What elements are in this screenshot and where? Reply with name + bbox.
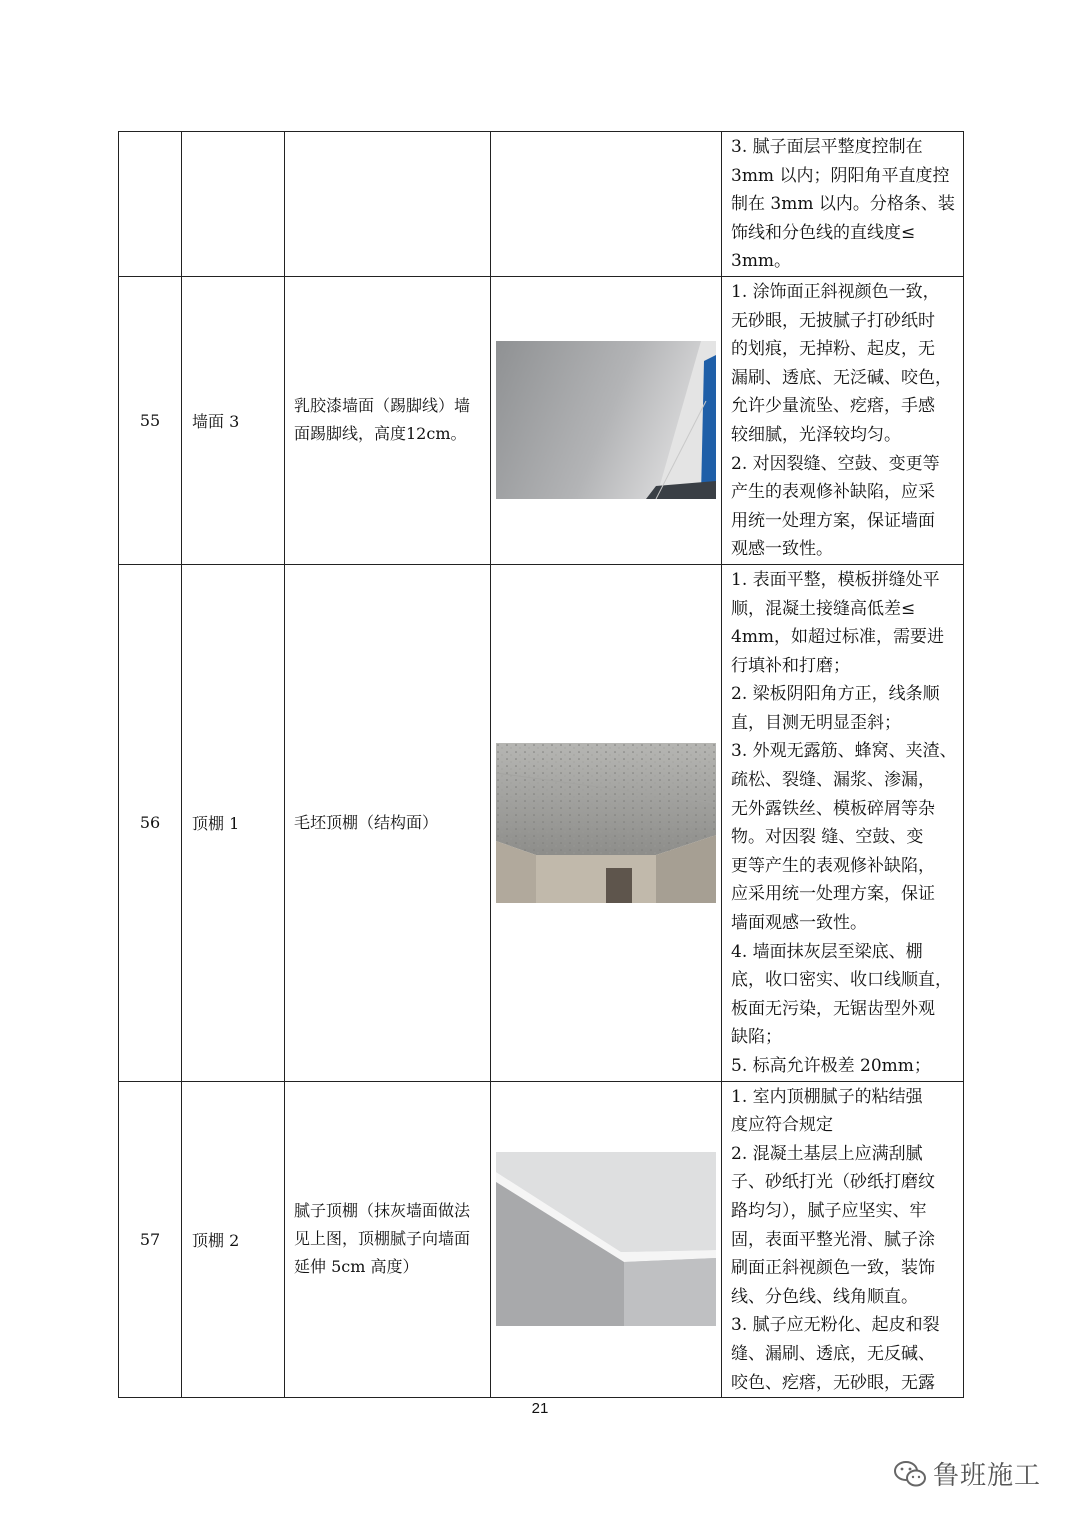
requirement-line: 4mm，如超过标准，需要进 [731,627,945,648]
requirement-line: 无砂眼，无披腻子打砂纸时 [731,310,935,331]
requirement-line: 板面无污染，无锯齿型外观 [731,998,935,1019]
page-number: 21 [531,1400,549,1417]
requirement-line: 缺陷； [731,1027,782,1048]
requirement-line: 应采用统一处理方案，保证 [731,884,935,905]
row-requirements [722,1081,964,1398]
requirement-line: 线、分色线、线角顺直。 [731,1286,918,1307]
row-name: 墙面 3 [182,276,285,564]
requirement-line: 的划痕，无掉粉、起皮，无 [731,339,935,360]
row-name [182,132,285,277]
requirement-line: 3mm。 [731,251,792,272]
requirement-line: 产生的表观修补缺陷，应采 [731,482,935,503]
requirement-line: 2. 对因裂缝、空鼓、变更等 [731,453,940,474]
watermark [893,1455,1041,1492]
requirement-line: 较细腻，光泽较均匀。 [731,424,901,445]
requirement-line: 底，收口密实、收口线顺直， [731,970,952,991]
requirement-line: 2. 梁板阴阳角方正，线条顺 [731,684,940,705]
row-photo [491,1081,722,1398]
latex-paint-wall-photo [496,341,716,499]
row-number: 55 [119,276,182,564]
watermark-text: 鲁班施工 [933,1461,1042,1491]
requirement-line: 疏松、裂缝、漏浆、渗漏， [731,770,935,791]
requirement-line: 2. 混凝土基层上应满刮腻 [731,1143,923,1164]
requirement-line: 饰线和分色线的直线度≤ [731,222,916,243]
requirement-line: 漏刷、透底、无泛碱、咬色， [731,367,952,388]
requirement-line: 固，表面平整光滑、腻子涂 [731,1229,935,1250]
requirement-line: 刷面正斜视颜色一致，装饰 [731,1258,935,1279]
spec-table [118,131,964,1398]
row-number: 56 [119,564,182,1081]
row-photo [491,276,722,564]
requirement-line: 1. 涂饰面正斜视颜色一致， [731,281,940,302]
table-row [119,276,964,564]
table-row [119,132,964,277]
requirement-line: 行填补和打磨； [731,655,850,676]
row-name: 顶棚 1 [182,564,285,1081]
row-photo [491,132,722,277]
table-row [119,1081,964,1398]
putty-ceiling-photo [496,1152,716,1326]
row-number [119,132,182,277]
requirement-line: 无外露铁丝、模板碎屑等杂 [731,798,935,819]
requirement-line: 允许少量流坠、疙瘩，手感 [731,396,935,417]
requirement-line: 1. 室内顶棚腻子的粘结强 [731,1086,923,1107]
requirement-line: 1. 表面平整，模板拼缝处平 [731,569,940,590]
row-requirements [722,276,964,564]
requirement-line: 咬色、疙瘩，无砂眼，无露 [731,1372,935,1393]
requirement-line: 路均匀），腻子应坚实、牢 [731,1200,927,1221]
requirement-line: 3. 腻子面层平整度控制在 [731,137,923,157]
row-name: 顶棚 2 [182,1081,285,1398]
requirement-line: 度应符合规定 [731,1115,833,1136]
row-requirements [722,132,964,277]
concrete-ceiling-photo [496,743,716,903]
row-requirements [722,564,964,1081]
requirement-line: 4. 墙面抹灰层至梁底、棚 [731,941,923,962]
row-photo [491,564,722,1081]
requirement-line: 物。对因裂 缝、空鼓、变 [731,827,924,848]
requirement-line: 制在 3mm 以内。分格条、装 [731,194,955,215]
row-description: 乳胶漆墙面（踢脚线）墙面踢脚线，高度12cm。 [285,276,491,564]
requirement-line: 直，目测无明显歪斜； [731,712,901,733]
row-number: 57 [119,1081,182,1398]
requirement-line: 3mm 以内；阴阳角平直度控 [731,165,950,186]
requirement-line: 3. 腻子应无粉化、起皮和裂 [731,1315,940,1336]
requirement-line: 顺，混凝土接缝高低差≤ [731,598,916,619]
row-description [285,132,491,277]
row-description: 毛坯顶棚（结构面） [285,564,491,1081]
wechat-icon [893,1459,927,1489]
requirement-line: 更等产生的表观修补缺陷， [731,855,935,876]
requirement-line: 墙面观感一致性。 [731,913,867,934]
requirement-line: 缝、漏刷、透底，无反碱、 [731,1343,935,1364]
table-row [119,564,964,1081]
requirement-line: 子、砂纸打光（砂纸打磨纹 [731,1172,935,1193]
requirement-line: 用统一处理方案，保证墙面 [731,510,935,531]
requirement-line: 5. 标高允许极差 20mm； [731,1056,931,1076]
requirement-line: 观感一致性。 [731,539,833,560]
row-description: 腻子顶棚（抹灰墙面做法见上图，顶棚腻子向墙面延伸 5cm 高度） [285,1081,491,1398]
requirement-line: 3. 外观无露筋、蜂窝、夹渣、 [731,741,957,762]
